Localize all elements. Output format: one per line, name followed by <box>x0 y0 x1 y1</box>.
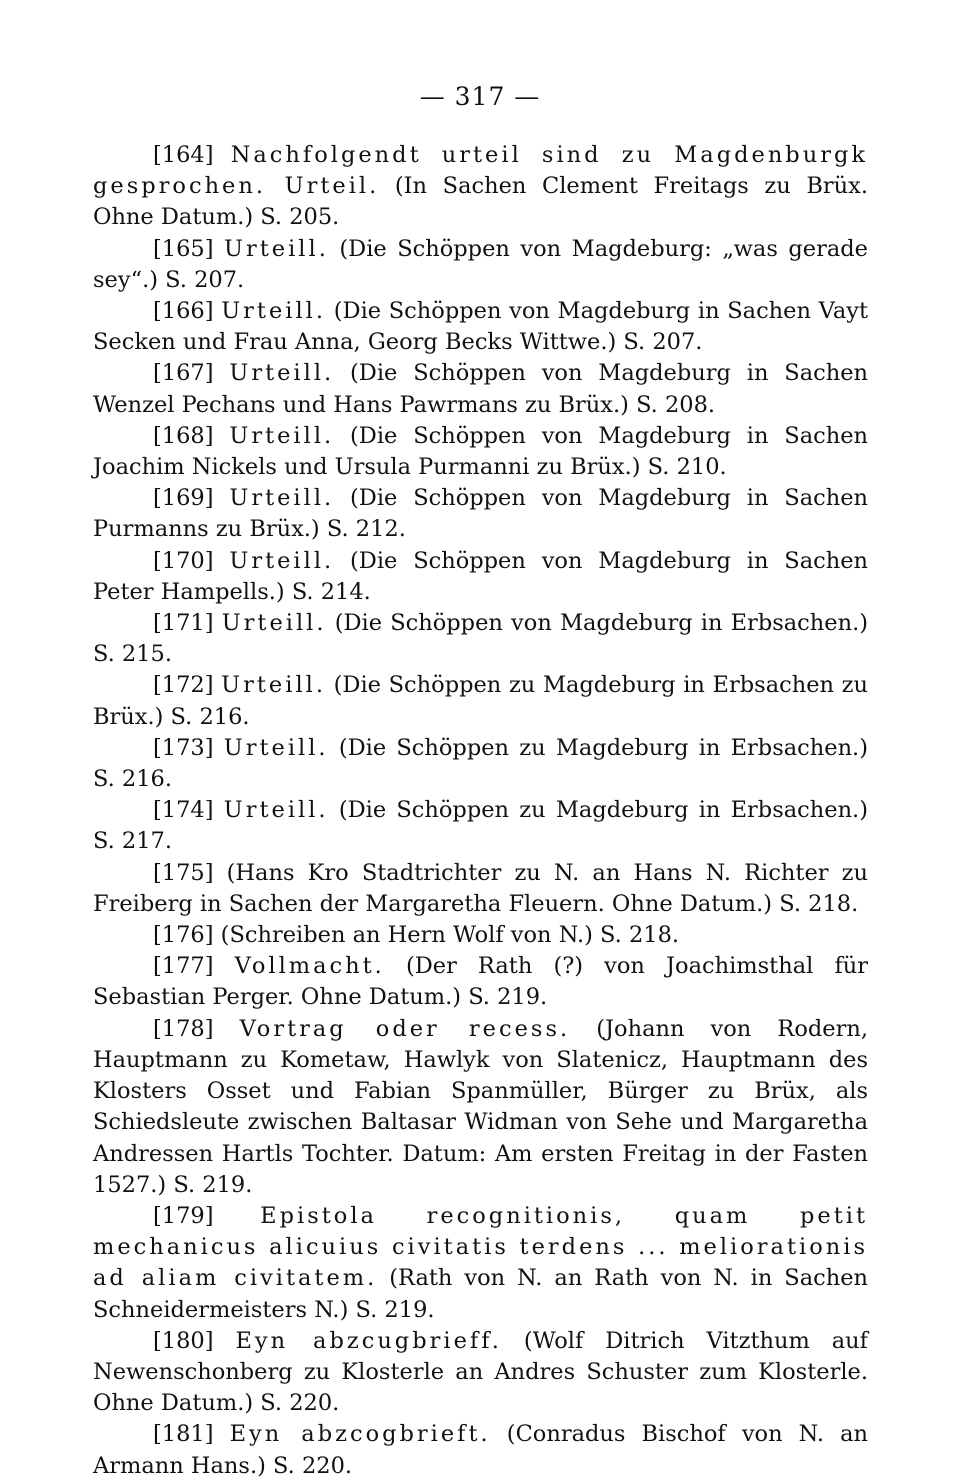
entry-description: (Die Schöppen von Magdeburg in Sachen Vayt Secken und Frau Anna, Georg Becks Wittwe.) S. 207. <box>93 298 869 356</box>
entry-179 <box>93 1201 868 1326</box>
entry-description: (Die Schöppen von Magdeburg in Sachen Peter Hampells.) S. 214. <box>93 547 869 605</box>
entry-number: [178] <box>153 1015 214 1042</box>
entry-description: (Die Schöppen zu Magdeburg in Erbsachen zu Brüx.) S. 216. <box>93 672 868 730</box>
entry-description: (Schreiben an Hern Wolf von N.) S. 218. <box>220 922 680 949</box>
entry-number: [167] <box>153 360 214 387</box>
entry-description: (Conradus Bischof von N. an Armann Hans.) S. 220. <box>93 1421 869 1479</box>
entry-172 <box>93 670 868 732</box>
entry-description: (Die Schöppen von Magdeburg in Sachen Purmanns zu Brüx.) S. 212. <box>93 485 869 543</box>
entry-165 <box>93 234 868 296</box>
entry-168 <box>93 421 868 483</box>
entry-number: [171] <box>153 610 214 637</box>
entry-title: Eyn abzcogbrieft. <box>229 1421 491 1448</box>
entry-178 <box>93 1014 868 1201</box>
entry-description: (Die Schöppen zu Magdeburg in Erbsachen.) S. 216. <box>93 734 868 793</box>
entry-description: (Die Schöppen von Magdeburg in Sachen Wenzel Pechans und Hans Pawrmans zu Brüx.) S. 208. <box>93 360 869 418</box>
entry-title: Urteill. <box>229 547 335 574</box>
entry-number: [164] <box>153 142 214 168</box>
entry-description: (Die Schöppen von Magdeburg in Erbsachen.) S. 215. <box>93 610 869 668</box>
entry-description: (Hans Kro Stadtrichter zu N. an Hans N. Richter zu Freiberg in Sachen der Margaretha Fleuern. Ohne Datum.) S. 218. <box>93 859 868 917</box>
entry-title: Urteill. <box>229 422 335 449</box>
entry-list <box>93 140 868 1482</box>
entry-title: Urteill. <box>223 797 329 824</box>
entry-167 <box>93 358 868 420</box>
entry-title: Urteill. <box>229 360 335 387</box>
entry-description: (Rath von N. an Rath von N. in Sachen Schneidermeisters N.) S. 219. <box>93 1265 869 1323</box>
entry-title: Urteill. <box>223 734 329 761</box>
entry-number: [180] <box>153 1327 214 1354</box>
entry-175 <box>93 858 868 920</box>
entry-title: Vollmacht. <box>234 953 385 980</box>
entry-description: (In Sachen Clement Freitags zu Brüx. Ohne Datum.) S. 205. <box>93 173 869 231</box>
entry-181 <box>93 1419 868 1481</box>
entry-title: Urteill. <box>224 235 329 262</box>
entry-176 <box>93 920 868 951</box>
entry-description: (Die Schöppen von Magdeburg in Sachen Joachim Nickels und Ursula Purmanni zu Brüx.) S. 210. <box>93 422 869 481</box>
entry-number: [166] <box>153 298 214 325</box>
entry-title: Nachfolgendt urteil sind zu Magdenburgk gesprochen. Urteil. <box>93 142 868 200</box>
entry-164 <box>93 140 868 234</box>
entry-number: [174] <box>153 797 214 824</box>
entry-166 <box>93 296 868 358</box>
entry-description: (Wolf Ditrich Vitzthum auf Newenschonberg zu Klosterle an Andres Schuster zum Klosterle. Ohne Datum.) S. 220. <box>93 1327 868 1417</box>
entry-title: Urteill. <box>221 672 326 699</box>
entry-180 <box>93 1326 868 1420</box>
entry-number: [175] <box>153 859 214 886</box>
entry-169 <box>93 483 868 545</box>
entry-description: (Die Schöppen zu Magdeburg in Erbsachen.) S. 217. <box>93 797 868 855</box>
entry-number: [177] <box>153 953 214 980</box>
entry-number: [176] <box>153 922 214 949</box>
entry-177 <box>93 951 868 1013</box>
entry-number: [165] <box>153 235 214 262</box>
entry-174 <box>93 795 868 857</box>
entry-title: Vortrag oder recess. <box>239 1015 571 1042</box>
entry-number: [179] <box>153 1202 214 1229</box>
entry-title: Urteill. <box>221 610 327 637</box>
entry-173 <box>93 733 868 795</box>
entry-number: [170] <box>153 547 214 574</box>
entry-number: [173] <box>153 734 214 761</box>
entry-description: (Der Rath (?) von Joachimsthal für Sebastian Perger. Ohne Datum.) S. 219. <box>93 953 869 1011</box>
entry-title: Eyn abzcugbrieff. <box>235 1327 502 1354</box>
entry-number: [172] <box>153 672 214 699</box>
entry-number: [168] <box>153 422 214 449</box>
entry-171 <box>93 608 868 670</box>
entry-number: [181] <box>153 1421 214 1448</box>
entry-170 <box>93 546 868 608</box>
entry-description: (Die Schöppen von Magdeburg: „was gerade sey“.) S. 207. <box>93 235 868 293</box>
entry-description: (Johann von Rodern, Hauptmann zu Kometaw, Hawlyk von Slatenicz, Hauptmann des Klosters Osset und Fabian Spanmüller, Bürger zu Brüx, als Schiedsleute zwischen Baltasar Widman von Sehe und Margaretha Andressen Hartls Tochter. Datum: Am ersten Freitag in der Fasten 1527.) S. 219. <box>93 1015 868 1198</box>
entry-number: [169] <box>153 485 214 512</box>
page-number: — 317 — <box>419 82 541 111</box>
entry-title: Urteill. <box>229 485 335 512</box>
entry-title: Urteill. <box>221 298 327 325</box>
entry-title: Epistola recognitionis, quam petit mechanicus alicuius civitatis terdens ... meliorationis ad aliam civitatem. <box>93 1202 868 1292</box>
